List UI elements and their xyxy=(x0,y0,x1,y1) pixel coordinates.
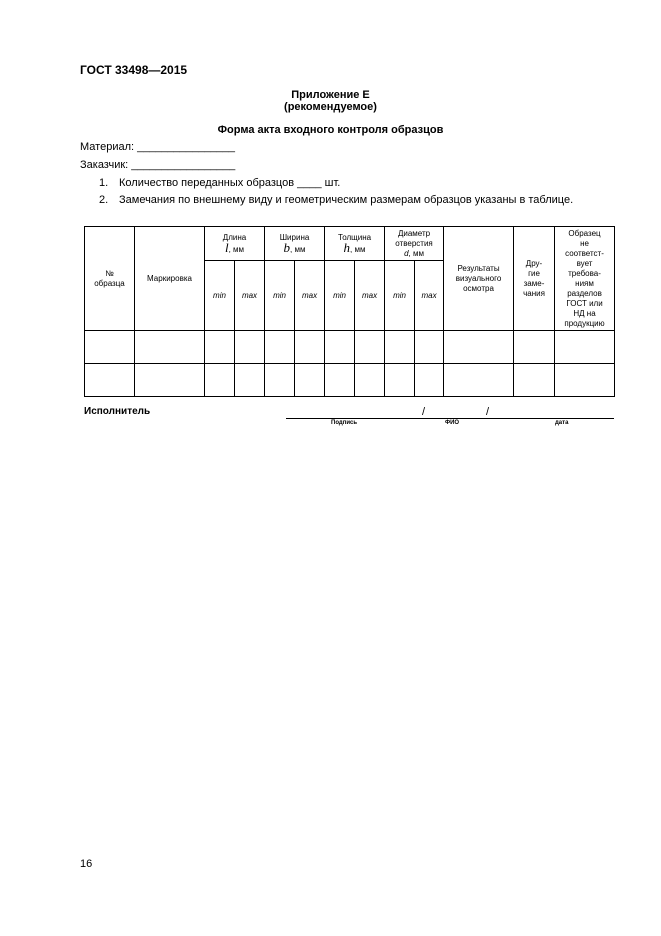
form-title: Форма акта входного контроля образцов xyxy=(217,124,444,136)
appendix-subtitle: (рекомендуемое) xyxy=(284,101,377,113)
header-visual-results: Результаты визуального осмотра xyxy=(444,227,514,331)
date-caption: дата xyxy=(555,420,569,426)
signature-separator: / xyxy=(486,406,490,418)
appendix-title: Приложение Е xyxy=(291,89,370,101)
table-cell xyxy=(205,364,235,397)
header-width: Ширина b, мм xyxy=(265,227,325,261)
customer-field: Заказчик: _________________ xyxy=(80,159,236,171)
table-cell xyxy=(85,331,135,364)
table-cell xyxy=(135,364,205,397)
table-cell xyxy=(135,331,205,364)
table-cell xyxy=(295,331,325,364)
header-noncompliance: Образец не соответст- вует требова- ниям разделов ГОСТ или НД на продукцию xyxy=(555,227,615,331)
item-1-number: 1. xyxy=(99,177,109,189)
item-2-number: 2. xyxy=(99,194,109,206)
performer-label: Исполнитель xyxy=(84,406,151,417)
header-other-remarks: Дру- гие заме- чания xyxy=(514,227,555,331)
table-cell xyxy=(444,331,514,364)
header-marking: Маркировка xyxy=(135,227,205,331)
table-cell xyxy=(514,331,555,364)
document-id: ГОСТ 33498—2015 xyxy=(80,63,188,77)
length-min-header: min xyxy=(205,261,235,331)
table-cell xyxy=(85,364,135,397)
header-diameter: Диаметр отверстия d, мм xyxy=(385,227,444,261)
header-sample-number: № образца xyxy=(85,227,135,331)
table-cell xyxy=(325,364,355,397)
table-cell xyxy=(325,331,355,364)
table-cell xyxy=(235,364,265,397)
table-cell xyxy=(295,364,325,397)
table-cell xyxy=(555,364,615,397)
table-cell xyxy=(355,364,385,397)
page-number: 16 xyxy=(80,858,93,870)
length-max-header: max xyxy=(235,261,265,331)
table-cell xyxy=(265,331,295,364)
table-row xyxy=(85,364,615,397)
table-cell xyxy=(265,364,295,397)
table-cell xyxy=(415,364,444,397)
table-row xyxy=(85,331,615,364)
header-thickness: Толщина h, мм xyxy=(325,227,385,261)
width-min-header: min xyxy=(265,261,295,331)
diameter-min-header: min xyxy=(385,261,415,331)
item-1-text: Количество переданных образцов ____ шт. xyxy=(119,177,341,189)
width-max-header: max xyxy=(295,261,325,331)
table-cell xyxy=(444,364,514,397)
material-field: Материал: ________________ xyxy=(80,141,235,153)
signature-separator: / xyxy=(422,406,426,418)
diameter-max-header: max xyxy=(415,261,444,331)
inspection-table xyxy=(84,226,615,397)
signature-line xyxy=(286,418,614,419)
name-caption: ФИО xyxy=(445,420,460,426)
table-cell xyxy=(385,364,415,397)
table-cell xyxy=(555,331,615,364)
table-cell xyxy=(514,364,555,397)
item-2-text: Замечания по внешнему виду и геометрическим размерам образцов указаны в таблице. xyxy=(119,194,574,206)
table-cell xyxy=(205,331,235,364)
thickness-max-header: max xyxy=(355,261,385,331)
table-cell xyxy=(415,331,444,364)
header-length: Длина l, мм xyxy=(205,227,265,261)
table-cell xyxy=(385,331,415,364)
table-cell xyxy=(355,331,385,364)
signature-caption: Подпись xyxy=(331,420,358,426)
thickness-min-header: min xyxy=(325,261,355,331)
table-cell xyxy=(235,331,265,364)
